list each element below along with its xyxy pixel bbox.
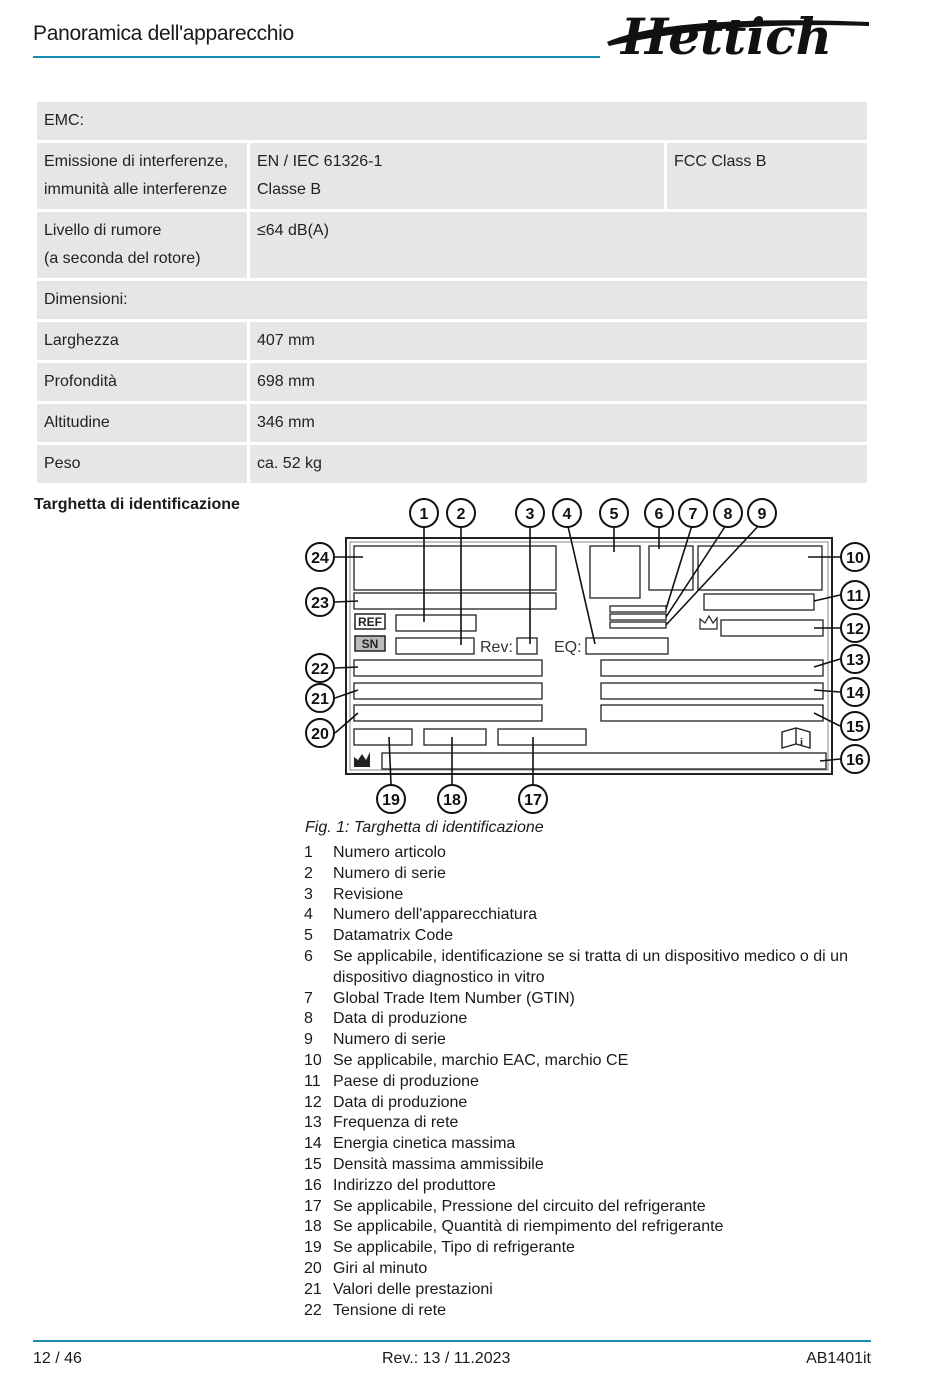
list-item: 8 Data di produzione bbox=[304, 1010, 468, 1028]
svg-text:SN: SN bbox=[361, 637, 379, 651]
list-item: 7 Global Trade Item Number (GTIN) bbox=[304, 989, 575, 1007]
table-row bbox=[37, 363, 867, 401]
list-item: 14 Energia cinetica massima bbox=[304, 1135, 516, 1153]
dimension-label: Profondità bbox=[37, 363, 247, 401]
callout-3 bbox=[516, 499, 544, 527]
svg-text:24: 24 bbox=[311, 550, 329, 567]
date-of-manufacture-icon bbox=[700, 616, 717, 629]
callout-10 bbox=[841, 543, 869, 571]
hettich-logo bbox=[603, 4, 873, 62]
svg-text:1: 1 bbox=[419, 506, 429, 523]
callout-2 bbox=[447, 499, 475, 527]
svg-text:REF: REF bbox=[358, 615, 382, 629]
callout-8 bbox=[714, 499, 742, 527]
svg-text:4: 4 bbox=[562, 506, 572, 523]
callout-4 bbox=[553, 499, 581, 527]
table-row bbox=[37, 143, 867, 209]
callout-12 bbox=[841, 614, 869, 642]
callout-15 bbox=[841, 712, 869, 740]
list-item: 18 Se applicabile, Quantità di riempimento del refrigerante bbox=[304, 1218, 724, 1236]
list-item: 10 Se applicabile, marchio EAC, marchio CE bbox=[304, 1051, 629, 1069]
callout-14 bbox=[841, 678, 869, 706]
dimension-value: 346 mm bbox=[250, 404, 867, 442]
figure-caption: Fig. 1: Targhetta di identificazione bbox=[305, 819, 544, 836]
svg-text:18: 18 bbox=[443, 792, 461, 809]
list-item: 15 Densità massima ammissibile bbox=[304, 1155, 544, 1173]
callout-20 bbox=[306, 719, 334, 747]
eq-label: EQ: bbox=[554, 639, 582, 656]
callout-5 bbox=[600, 499, 628, 527]
spec-table bbox=[34, 99, 870, 486]
page-title: Panoramica dell'apparecchio bbox=[33, 22, 294, 45]
svg-text:20: 20 bbox=[311, 726, 329, 743]
list-item: 4 Numero dell'apparecchiatura bbox=[304, 906, 538, 924]
svg-text:7: 7 bbox=[688, 506, 698, 523]
emission-label: Emissione di interferenze, immunità alle interferenze bbox=[37, 143, 247, 209]
callout-7 bbox=[679, 499, 707, 527]
list-item: 2 Numero di serie bbox=[304, 864, 446, 882]
svg-text:3: 3 bbox=[525, 506, 535, 523]
instructions-icon bbox=[782, 728, 810, 748]
callout-24 bbox=[306, 543, 334, 571]
list-item: 5 Datamatrix Code bbox=[304, 927, 454, 945]
page-number: 12 / 46 bbox=[33, 1350, 82, 1367]
table-row bbox=[37, 404, 867, 442]
callout-6 bbox=[645, 499, 673, 527]
callout-9 bbox=[748, 499, 776, 527]
list-item: 21 Valori delle prestazioni bbox=[304, 1280, 493, 1298]
callout-1 bbox=[410, 499, 438, 527]
svg-text:i: i bbox=[800, 737, 804, 749]
dimensions-heading: Dimensioni: bbox=[37, 281, 867, 319]
svg-text:2: 2 bbox=[456, 506, 466, 523]
svg-text:15: 15 bbox=[846, 719, 864, 736]
manufacturer-icon bbox=[354, 752, 370, 767]
list-item: 3 Revisione bbox=[304, 885, 404, 903]
svg-text:16: 16 bbox=[846, 752, 864, 769]
svg-text:13: 13 bbox=[846, 652, 864, 669]
callout-13 bbox=[841, 645, 869, 673]
ref-label bbox=[355, 614, 385, 629]
list-item: 17 Se applicabile, Pressione del circuito del refrigerante bbox=[304, 1197, 706, 1215]
callout-19 bbox=[377, 785, 405, 813]
svg-text:8: 8 bbox=[723, 506, 733, 523]
callout-16 bbox=[841, 745, 869, 773]
list-item: 11 Paese di produzione bbox=[304, 1072, 479, 1090]
svg-text:5: 5 bbox=[609, 506, 619, 523]
dimension-value: 698 mm bbox=[250, 363, 867, 401]
header-rule bbox=[33, 56, 600, 58]
table-row bbox=[37, 445, 867, 483]
legend-list bbox=[304, 843, 864, 1321]
footer-rule bbox=[33, 1340, 871, 1342]
noise-label: Livello di rumore (a seconda del rotore) bbox=[37, 212, 247, 278]
table-row bbox=[37, 212, 867, 278]
rev-label: Rev: bbox=[480, 639, 513, 656]
list-item: 12 Data di produzione bbox=[304, 1093, 468, 1111]
revision-label: Rev.: 13 / 11.2023 bbox=[382, 1350, 511, 1367]
list-item: 1 Numero articolo bbox=[304, 844, 446, 861]
list-item: 9 Numero di serie bbox=[304, 1031, 446, 1049]
dimension-label: Altitudine bbox=[37, 404, 247, 442]
dimension-label: Peso bbox=[37, 445, 247, 483]
callout-11 bbox=[841, 581, 869, 609]
svg-text:21: 21 bbox=[311, 691, 329, 708]
list-item: 16 Indirizzo del produttore bbox=[304, 1176, 496, 1194]
dimension-label: Larghezza bbox=[37, 322, 247, 360]
dimension-value: ca. 52 kg bbox=[250, 445, 867, 483]
callout-22 bbox=[306, 654, 334, 682]
svg-text:12: 12 bbox=[846, 621, 864, 638]
svg-text:14: 14 bbox=[846, 685, 864, 702]
svg-text:9: 9 bbox=[757, 506, 767, 523]
table-row bbox=[37, 322, 867, 360]
list-item: 20 Giri al minuto bbox=[304, 1259, 428, 1277]
list-item: 13 Frequenza di rete bbox=[304, 1114, 459, 1132]
emission-value: EN / IEC 61326-1 Classe B bbox=[250, 143, 664, 209]
noise-value: ≤64 dB(A) bbox=[250, 212, 867, 278]
svg-text:23: 23 bbox=[311, 595, 329, 612]
emission-fcc: FCC Class B bbox=[667, 143, 867, 209]
svg-text:22: 22 bbox=[311, 661, 329, 678]
list-item: 19 Se applicabile, Tipo di refrigerante bbox=[304, 1239, 575, 1257]
dimension-value: 407 mm bbox=[250, 322, 867, 360]
callout-21 bbox=[306, 684, 334, 712]
section-heading: Targhetta di identificazione bbox=[34, 496, 240, 513]
callout-23 bbox=[306, 588, 334, 616]
list-item: 22 Tensione di rete bbox=[304, 1301, 446, 1319]
svg-text:19: 19 bbox=[382, 792, 400, 809]
svg-text:6: 6 bbox=[654, 506, 664, 523]
svg-text:17: 17 bbox=[524, 792, 542, 809]
document-id: AB1401it bbox=[806, 1350, 871, 1367]
nameplate-diagram bbox=[300, 494, 875, 816]
callout-17 bbox=[519, 785, 547, 813]
svg-text:11: 11 bbox=[846, 588, 864, 605]
list-item: 6 Se applicabile, identificazione se si tratta di un dispositivo medico o di un dispositivo diagnostico in vitro bbox=[304, 947, 848, 986]
sn-label bbox=[355, 636, 385, 651]
callout-18 bbox=[438, 785, 466, 813]
svg-text:10: 10 bbox=[846, 550, 864, 567]
emc-heading: EMC: bbox=[37, 102, 867, 140]
svg-text:Hettich: Hettich bbox=[621, 7, 833, 62]
